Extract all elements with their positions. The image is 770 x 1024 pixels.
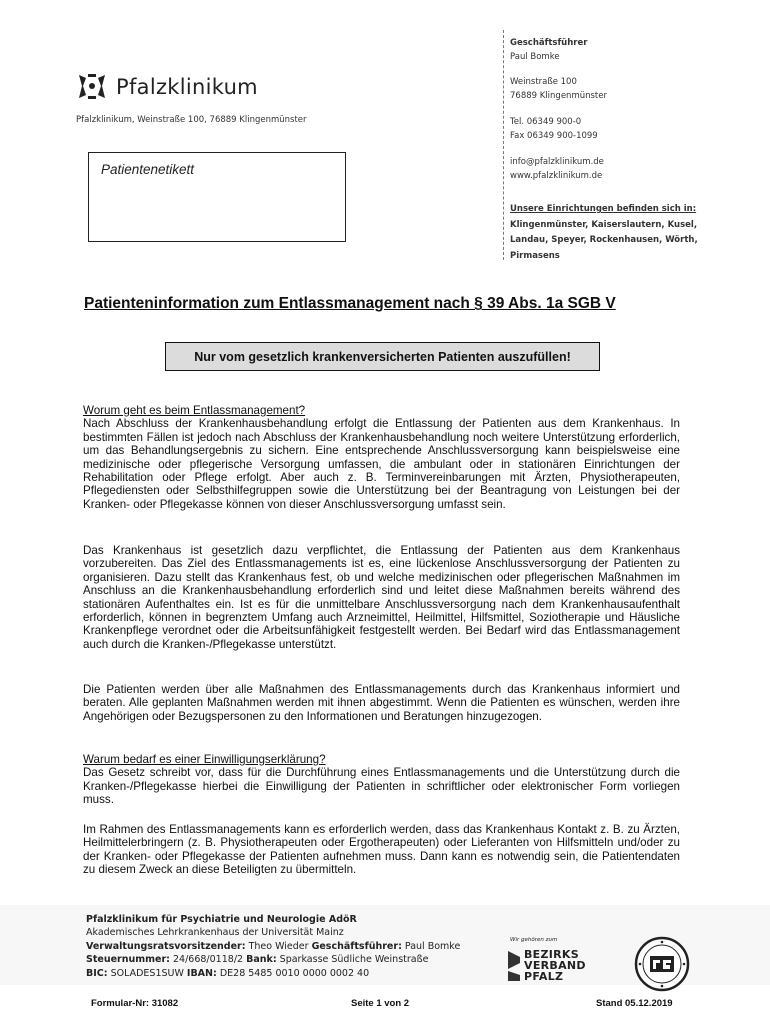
address-city: 76889 Klingenmünster [510,91,607,101]
locations-line-2: Landau, Speyer, Rockenhausen, Wörth, [510,235,698,245]
bv-text: BEZIRKS VERBAND PFALZ [524,948,586,983]
email-link[interactable]: info@pfalzklinikum.de [510,157,604,167]
section-2 [83,753,680,807]
sender-address-line: Pfalzklinikum, Weinstraße 100, 76889 Klingenmünster [76,115,307,125]
patient-label-box [88,152,346,242]
page-title: Patienteninformation zum Entlassmanagement nach § 39 Abs. 1a SGB V [84,295,616,312]
certification-seal-icon [634,936,690,992]
manager-name: Paul Bomke [510,52,560,62]
bv-emblem-icon [506,949,522,983]
footer-management: Verwaltungsratsvorsitzender: Theo Wieder Geschäftsführer: Paul Bomke [86,940,461,952]
page-number: Seite 1 von 2 [351,998,410,1009]
paragraph-2: Das Krankenhaus ist gesetzlich dazu verpflichtet, die Entlassung der Patienten aus dem Krankenhaus vorzubereiten. Das Ziel des Entlassmanagements ist es, eine lückenlose Anschlussversorgung der Patienten zu organisieren. Dazu stellt das Krankenhaus fest, ob und welche medizinischen oder pflegerischen Maßnahmen im Anschluss an die Krankenhausbehandlung erforderlich sind und leitet diese Maßnahmen bereits während des stationären Aufenthaltes ein. Ist es für die unmittelbare Anschlussversorgung nach dem Krankenhausaufenthalt erforderlich, können in begrenztem Umfang auch Arzneimittel, Heilmittel, Hilfsmittel, Soziotherapie und Häusliche Krankenpflege verordnet oder die Arbeitsunfähigkeit festgestellt werden. Bei Bedarf wird das Entlassmanagement auch durch die Kranken-/Pflegekasse unterstützt. [83,544,680,651]
paragraph-1: Nach Abschluss der Krankenhausbehandlung erfolgt die Entlassung der Patienten aus dem Krankenhaus. In bestimmten Fällen ist jedoch nach Abschluss der Krankenhausbehandlung noch weitere Unterstützung erforderlich, um das Behandlungsergebnis zu sichern. Eine entsprechende Anschlussversorgung kann beispielsweise eine medizinische oder pflegerische Versorgung umfassen, die ambulant oder in stationären Einrichtungen der Rehabilitation oder Pflege erfolgt. Aber auch z. B. Terminvereinbarungen mit Ärzten, Physiotherapeuten, Pflegediensten oder Selbsthilfegruppen sowie die Unterstützung bei der Beantragung von Leistungen bei der Kranken- oder Pflegekasse können von dieser Anschlussversorgung umfasst sein. [83,417,680,511]
manager-title: Geschäftsführer [510,38,588,48]
logo [76,72,258,102]
notice-box [165,342,600,371]
section-1 [83,404,680,511]
notice-text: Nur vom gesetzlich krankenversicherten Patienten auszufüllen! [194,349,571,364]
locations-line-3: Pirmasens [510,250,560,261]
locations-title: Unsere Einrichtungen befinden sich in: [510,204,697,214]
section-heading-1: Worum geht es beim Entlassmanagement? [83,404,306,417]
header-divider [503,30,504,260]
patient-label-text: Patientenetikett [101,162,195,177]
locations-line-1: Klingenmünster, Kaiserslautern, Kusel, [510,219,698,230]
phone-number: Tel. 06349 900-0 [510,117,582,127]
bv-caption: Wir gehören zum [510,937,558,943]
contact-phone [510,115,598,143]
paragraph-5: Im Rahmen des Entlassmanagements kann es erforderlich werden, dass das Krankenhaus Kontakt z. B. zu Ärzten, Heilmittelerbringern (z. B. Physiotherapeuten oder Ergotherapeuten) oder Lieferanten von Hilfsmitteln und/oder zu der Kranken- oder Pflegekasse der Patienten aufnehmen muss. Dann kann es notwendig sein, die Patientendaten zu diesem Zweck an diese Beteiligten zu übermitteln. [83,823,680,877]
footer-tax-bank: Steuernummer: 24/668/0118/2 Bank: Sparkasse Südliche Weinstraße [86,954,429,966]
form-date: Stand 05.12.2019 [596,998,673,1009]
contact-manager [510,36,587,64]
contact-online [510,155,604,183]
paragraph-4: Das Gesetz schreibt vor, dass für die Durchführung eines Entlassmanagements und die Unterstützung durch die Kranken-/Pflegekasse hierbei die Einwilligung der Patienten in schriftlicher oder elektronischer Form vorliegen muss. [83,766,680,807]
footer-bic-iban: BIC: SOLADES1SUW IBAN: DE28 5485 0010 0000 0002 40 [86,967,370,979]
contact-address [510,75,607,103]
certification-seal [634,936,690,997]
fax-number: Fax 06349 900-1099 [510,131,598,141]
footer-academic: Akademisches Lehrkrankenhaus der Universität Mainz [86,927,344,939]
section-heading-2: Warum bedarf es einer Einwilligungserklärung? [83,753,326,766]
locations-block [510,202,698,264]
pfalzklinikum-logo-icon [76,72,108,102]
logo-text: Pfalzklinikum [116,75,258,99]
footer-org-name: Pfalzklinikum für Psychiatrie und Neurologie AdöR [86,914,357,925]
paragraph-3: Die Patienten werden über alle Maßnahmen des Entlassmanagements durch das Krankenhaus informiert und beraten. Alle geplanten Maßnahmen werden mit ihnen abgestimmt. Wenn die Patienten es wünschen, werden ihre Angehörigen oder Bezugspersonen zu den Informationen und Beratungen hinzugezogen. [83,683,680,723]
website-link[interactable]: www.pfalzklinikum.de [510,171,603,181]
footer-org-info [86,913,460,980]
form-number: Formular-Nr: 31082 [91,998,179,1009]
address-street: Weinstraße 100 [510,77,577,87]
